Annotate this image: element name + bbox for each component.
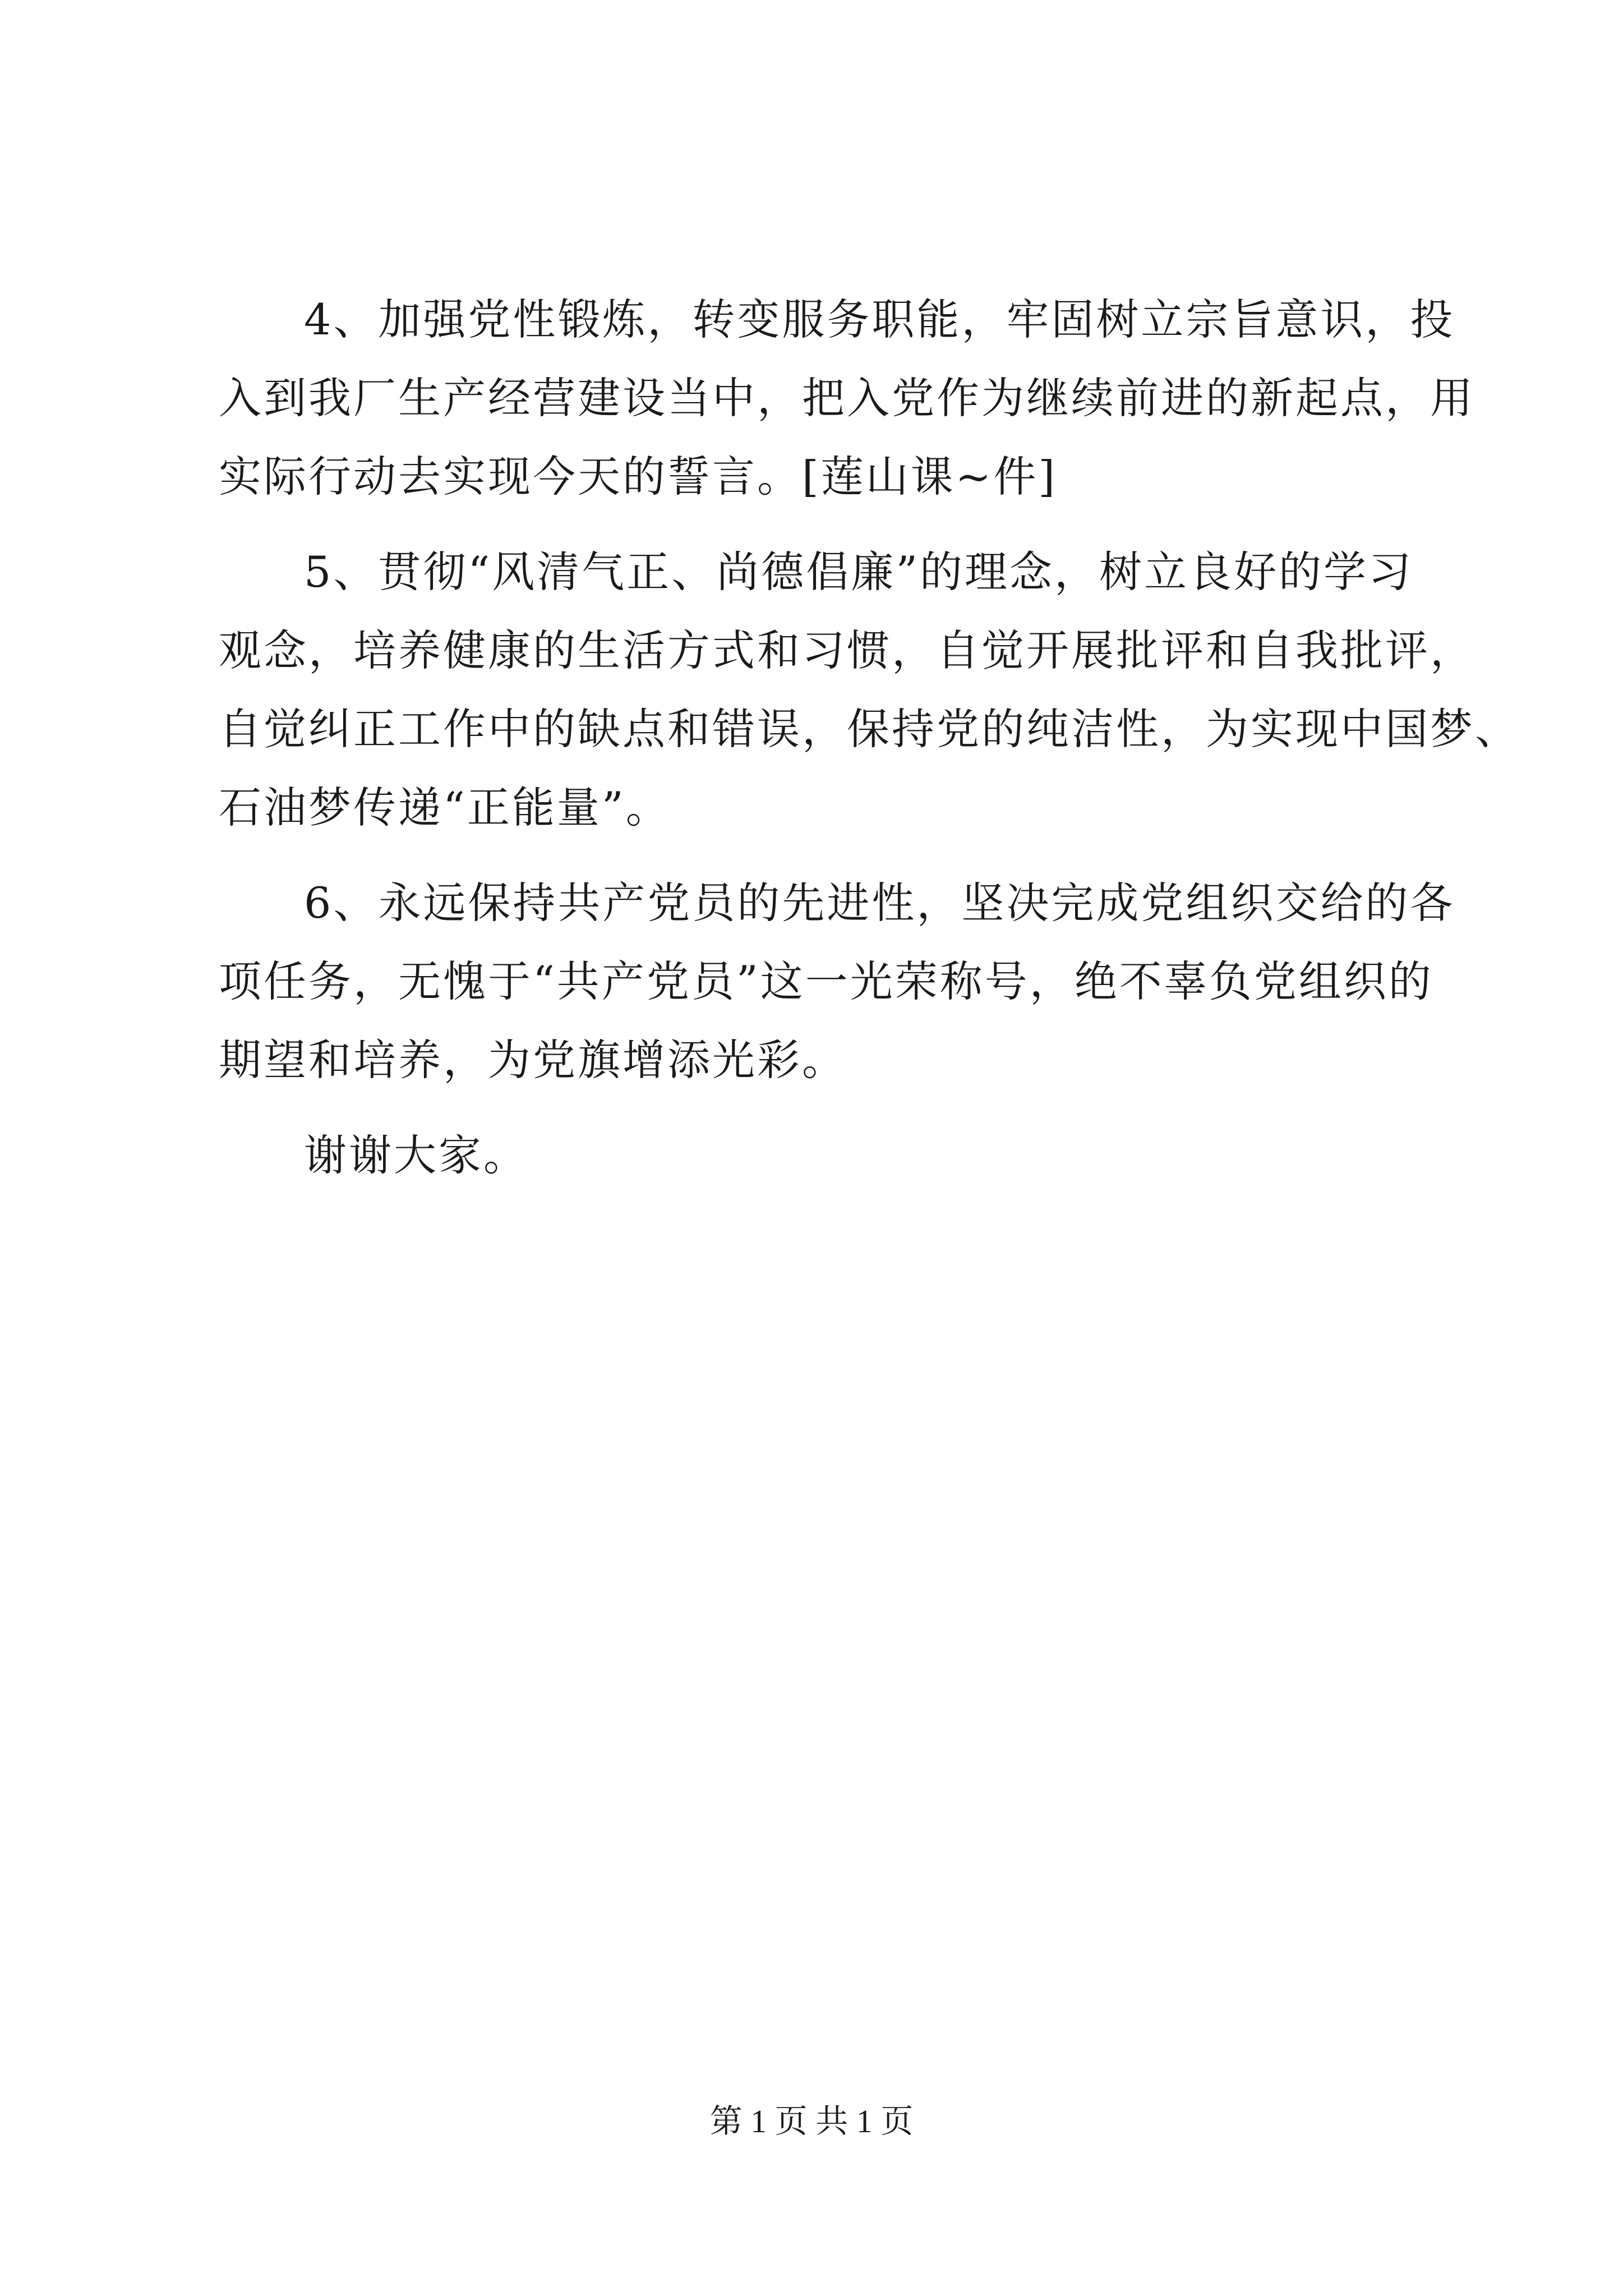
paragraph-line: 石油梦传递“正能量”。 (219, 783, 671, 832)
paragraph-line: 6、永远保持共产党员的先进性，坚决完成党组织交给的各 (304, 878, 1455, 928)
page-number-footer: 第 1 页 共 1 页 (709, 2103, 914, 2139)
document-body (219, 280, 1520, 1195)
paragraph-line: 入到我厂生产经营建设当中，把入党作为继续前进的新起点，用 (219, 373, 1475, 423)
paragraph-4 (219, 280, 1475, 516)
paragraph-line: 4、加强党性锻炼，转变服务职能，牢固树立宗旨意识，投 (304, 295, 1455, 344)
closing-line: 谢谢大家。 (304, 1130, 528, 1180)
paragraph-line: 实际行动去实现今天的誓言。[莲山课~件] (219, 452, 1057, 501)
closing-paragraph (219, 1116, 1419, 1195)
paragraph-5 (219, 533, 1520, 847)
paragraph-line: 项任务，无愧于“共产党员”这一光荣称号，绝不辜负党组织的 (219, 956, 1433, 1006)
paragraph-line: 期望和培养，为党旗增添光彩。 (219, 1035, 847, 1085)
paragraph-line: 自觉纠正工作中的缺点和错误，保持党的纯洁性，为实现中国梦、 (219, 704, 1520, 754)
paragraph-line: 观念，培养健康的生活方式和习惯，自觉开展批评和自我批评， (219, 625, 1475, 675)
paragraph-line: 5、贯彻“风清气正、尚德倡廉”的理念，树立良好的学习 (304, 547, 1414, 597)
paragraph-6 (219, 864, 1455, 1099)
